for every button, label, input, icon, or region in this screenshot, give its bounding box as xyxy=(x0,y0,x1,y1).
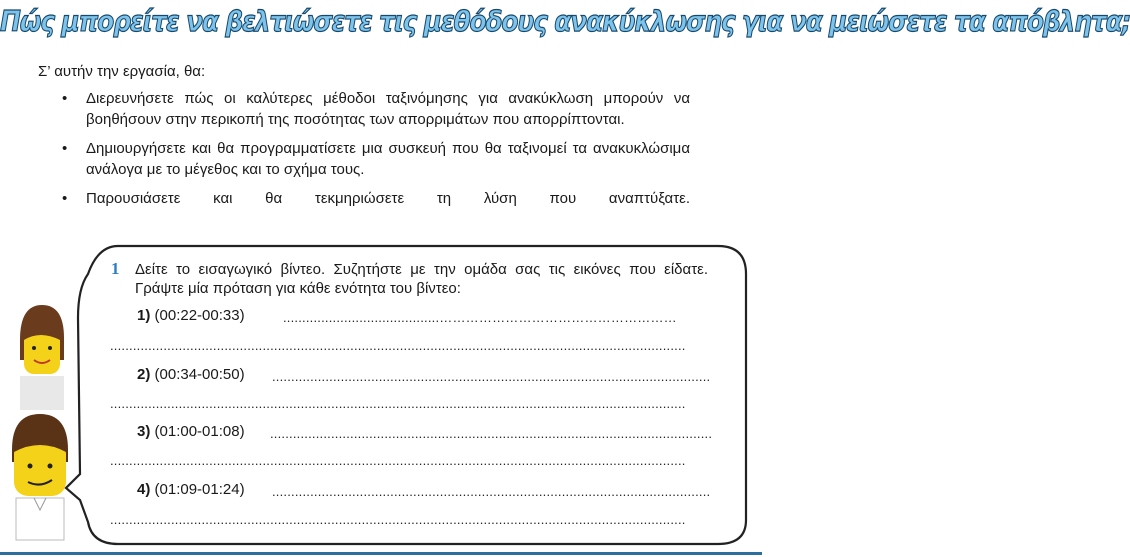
section-time: (00:22-00:33) xyxy=(154,307,245,324)
answer-line[interactable]: .................................................................................................................... xyxy=(270,426,713,441)
question-number: 1 xyxy=(111,259,120,278)
section-number: 1) xyxy=(137,307,151,324)
video-section-4 xyxy=(137,481,245,498)
lego-figure-boy-icon xyxy=(4,410,76,540)
section-time: (01:00-01:08) xyxy=(154,423,245,440)
answer-line[interactable]: ................................................................................................................... xyxy=(272,484,711,499)
section-time: (00:34-00:50) xyxy=(154,366,245,383)
video-section-2 xyxy=(137,366,245,383)
objective-item: • Δημιουργήσετε και θα προγραμματίσετε μια συσκευή που θα ταξινομεί τα ανακυκλώσιμα ανάλογα με το μέγεθος και το σχήμα τους. xyxy=(62,138,690,180)
page-bottom-rule xyxy=(0,552,762,555)
intro-text: Σ’ αυτήν την εργασία, θα: xyxy=(38,63,206,80)
section-time: (01:09-01:24) xyxy=(154,481,245,498)
objective-item: • Παρουσιάσετε και θα τεκμηριώσετε τη λύση που αναπτύξατε. xyxy=(62,188,690,209)
worksheet-title: Πώς μπορείτε να βελτιώσετε τις μεθόδους ανακύκλωσης για να μειώσετε τα απόβλητα; xyxy=(0,4,1130,39)
objectives-list xyxy=(62,88,690,217)
video-section-1 xyxy=(137,307,245,324)
lego-figure-girl-icon xyxy=(10,300,70,410)
answer-line[interactable]: ....................................................................................................................................................... xyxy=(110,338,686,353)
objective-item: • Διερευνήσετε πώς οι καλύτερες μέθοδοι ταξινόμησης για ανακύκλωση μπορούν να βοηθήσουν στην περικοπή της ποσότητας των απορριμάτων που απορρίπτονται. xyxy=(62,88,690,130)
answer-line[interactable]: ....................................................................................................................................................... xyxy=(110,512,686,527)
answer-line[interactable]: ....................................................................................................................................................... xyxy=(110,396,686,411)
section-number: 4) xyxy=(137,481,151,498)
video-section-3 xyxy=(137,423,245,440)
section-number: 3) xyxy=(137,423,151,440)
section-number: 2) xyxy=(137,366,151,383)
answer-line[interactable]: ................................................................................................................... xyxy=(272,369,711,384)
question-text: Δείτε το εισαγωγικό βίντεο. Συζητήστε με την ομάδα σας τις εικόνες που είδατε. Γράψτε μία πρόταση για κάθε ενότητα του βίντεο: xyxy=(135,261,708,297)
answer-line[interactable]: ....................................................................................................................................................... xyxy=(110,453,686,468)
answer-line[interactable]: .........................................……………………………………………… xyxy=(283,310,677,325)
